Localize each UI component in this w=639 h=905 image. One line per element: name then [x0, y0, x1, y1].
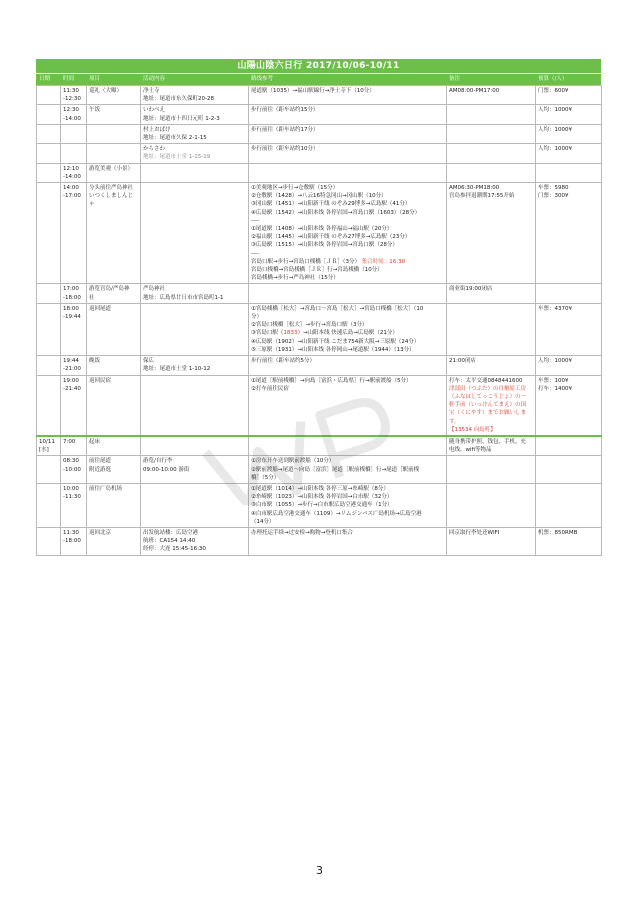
time-cell	[61, 284, 87, 303]
route-cell-line: ①宮島桟橋［松大］→宮島口～宮島［松大］→宮島口桟橋［松大］（10	[251, 305, 424, 312]
route-cell-line: 步行前往（距车站约5分）	[251, 358, 316, 365]
time-cell	[61, 356, 87, 375]
date-cell	[37, 375, 61, 436]
item-cell	[87, 163, 141, 182]
route-cell	[249, 124, 447, 143]
route-cell-line: ③広島駅（1515）→山阳本线 各停岩国→宮島口駅（28分）	[251, 242, 398, 249]
header-note: 备注	[449, 76, 461, 82]
time-cell	[61, 105, 87, 124]
item-cell-line: 返回北京	[89, 529, 112, 536]
time-cell-line: 19:44	[63, 358, 79, 365]
note-cell	[447, 144, 536, 163]
table-row	[37, 527, 602, 555]
note-cell-line: AM06:30-PM18:00	[449, 185, 500, 192]
item-cell-line: 附近游逛	[89, 466, 112, 473]
time-cell	[61, 483, 87, 527]
budget-cell	[536, 527, 602, 555]
content-cell-line: 经停：大连 15:45-16:30	[143, 546, 206, 553]
route-cell-line: 橋］（5分）	[251, 474, 280, 481]
route-cell-line: ②糸崎駅（1023）→山阳本线 各停岩国→白市駅（32分）	[251, 494, 393, 501]
route-cell	[249, 303, 447, 355]
budget-cell-line: 门票：300¥	[538, 193, 569, 200]
route-cell	[249, 527, 447, 555]
note-cell	[447, 124, 536, 143]
budget-cell	[536, 163, 602, 182]
route-cell-line: ②仓敷駅（1428）→八云16特急冈山→冈山駅（10分）	[251, 193, 387, 200]
note-cell-line: 軒手前（いっけんてまえ）の国	[449, 402, 527, 409]
budget-cell	[536, 144, 602, 163]
table-row	[37, 375, 602, 436]
time-cell-line: 11:30	[63, 529, 79, 536]
note-cell	[447, 105, 536, 124]
table-row	[37, 456, 602, 484]
route-cell	[249, 144, 447, 163]
note-cell	[447, 163, 536, 182]
time-cell	[61, 375, 87, 436]
content-cell	[141, 483, 249, 527]
note-cell	[447, 284, 536, 303]
note-cell	[447, 527, 536, 555]
header-date: 日期	[39, 76, 51, 82]
budget-cell-line: 人均：1000¥	[538, 107, 572, 114]
content-cell	[141, 284, 249, 303]
route-cell-line: 步行前往（距车站约10分）	[251, 146, 319, 153]
item-cell-line: いつくしましんじゃ	[89, 193, 134, 208]
route-cell	[249, 483, 447, 527]
table-row	[37, 124, 602, 143]
meeting-time-highlight: 集合时间：16:30	[361, 258, 406, 265]
content-cell	[141, 456, 249, 484]
budget-cell	[536, 86, 602, 105]
itinerary-table	[36, 85, 602, 556]
budget-cell	[536, 124, 602, 143]
item-cell	[87, 356, 141, 375]
time-cell	[61, 124, 87, 143]
item-cell	[87, 456, 141, 484]
route-cell	[249, 284, 447, 303]
header-item: 项目	[89, 76, 101, 82]
route-cell-line: ①美观地区→步行→仓敷駅（15分）	[251, 185, 339, 192]
item-cell-line: 分头前往严岛神社	[89, 185, 134, 192]
content-cell-line: 航班：CA154 14:40	[143, 538, 196, 545]
note-cell	[447, 183, 536, 284]
time-cell-line: -21:00	[63, 366, 81, 373]
route-cell-line: 宮島口桟橋→宮島桟橋［ＪＲ］行→宮島桟橋（10分）	[251, 267, 383, 274]
time-cell-line: 12:30	[63, 107, 79, 114]
content-cell-line: 地址：尾道市土堂 1-10-12	[143, 366, 211, 373]
date-cell	[37, 527, 61, 555]
route-cell-line: ①尾道［駅前桟橋］→向島［富浜・広島県］行→駅前渡船（5分）	[251, 377, 412, 384]
time-cell-line: 10:00	[63, 485, 79, 492]
budget-cell-line: 人均：1000¥	[538, 126, 572, 133]
date-cell	[37, 124, 61, 143]
table-row	[37, 303, 602, 355]
budget-cell	[536, 303, 602, 355]
note-cell-line: 【13534 向島町】	[449, 426, 496, 433]
itinerary-sheet	[36, 59, 601, 556]
content-cell-line: 净土寺	[143, 88, 160, 94]
time-cell-line: -17:00	[63, 193, 81, 200]
content-cell	[141, 86, 249, 105]
route-cell-line: ②打车前往民宿	[251, 385, 289, 392]
item-cell	[87, 436, 141, 456]
content-cell	[141, 183, 249, 284]
content-cell-line: 地址：尾道市十四日元町 1-2-3	[143, 115, 220, 122]
item-cell	[87, 105, 141, 124]
content-cell	[141, 144, 249, 163]
time-cell	[61, 527, 87, 555]
content-cell-line: 游览/自行李	[143, 458, 173, 465]
train-time-highlight: 1833	[283, 330, 298, 337]
time-cell-line: 12:10	[63, 165, 79, 172]
budget-cell	[536, 436, 602, 456]
date-cell	[37, 456, 61, 484]
route-cell-line: 步行前往（距车站约17分）	[251, 126, 319, 133]
note-cell-line: 津部田（つぶた）の自槇原工房	[449, 385, 527, 392]
route-cell-line: ③白市駅（1055）→步行→白市駅広島空港交通车（1分）	[251, 502, 393, 509]
note-cell	[447, 436, 536, 456]
time-cell	[61, 163, 87, 182]
time-cell-line: 19:00	[63, 377, 79, 384]
route-cell	[249, 436, 447, 456]
route-cell	[249, 375, 447, 436]
route-cell-line: ②宮島口桟橋［松大］→步行→宮島口駅（3分）	[251, 322, 368, 329]
route-cell-line: ④広島駅（1902）→山阳新干线 こだま754新大阪→三原駅（24分）	[251, 338, 420, 345]
date-cell	[37, 436, 61, 456]
time-cell	[61, 183, 87, 284]
itinerary-title: 山陽山陰六日行 2017/10/06-10/11	[36, 59, 601, 73]
note-cell	[447, 483, 536, 527]
date-cell-line: 10/11	[39, 438, 55, 445]
time-cell-line: 08:30	[63, 458, 79, 465]
route-cell	[249, 356, 447, 375]
route-cell-line: ②福山駅（1445）→山阳新干线 のぞみ27博多→広島駅（23分）	[251, 234, 411, 241]
date-cell	[37, 144, 61, 163]
time-cell-line: -14:00	[63, 115, 81, 122]
item-cell-line: 返回民宿	[89, 377, 112, 384]
route-cell-line: 尾道駅（1035）→福山駅線行→净土寺下（10分）	[251, 88, 375, 94]
note-cell-line: 打车：太平交通0848441600	[449, 377, 523, 384]
header-route: 路线参考	[251, 76, 274, 82]
date-cell	[37, 86, 61, 105]
table-row	[37, 86, 602, 105]
budget-cell	[536, 105, 602, 124]
note-cell	[447, 86, 536, 105]
table-row	[37, 163, 602, 182]
route-cell-line: 办理托运手续→过安检→购物→登机口集合	[251, 529, 353, 536]
route-cell-line: 宮島口駅→步行→宮島口桟橋［ＪＲ］（3分） 集合时间：16:30	[251, 258, 406, 265]
table-row	[37, 436, 602, 456]
content-cell-line: 地址：尾道市土堂 1-15-19	[143, 154, 211, 161]
item-cell	[87, 284, 141, 303]
item-cell	[87, 375, 141, 436]
note-cell	[447, 303, 536, 355]
budget-cell-line: 车票：4370¥	[538, 305, 572, 312]
time-cell	[61, 456, 87, 484]
item-cell-line: 晚饭	[89, 358, 101, 365]
note-cell-line: 宫岛参拝退潮期17:55开始	[449, 193, 515, 200]
time-cell	[61, 144, 87, 163]
route-cell-line: ----	[251, 250, 259, 257]
time-cell-line: -10:00	[63, 466, 81, 473]
time-cell-line: 17:00	[63, 286, 79, 293]
budget-cell	[536, 183, 602, 284]
table-row	[37, 105, 602, 124]
route-cell-line: ②駅前渡船→尾道～向島［富浜］尾道［駅前桟橋］行→尾道［駅前桟	[251, 466, 420, 473]
content-cell	[141, 124, 249, 143]
note-cell-line: 回京取行李处还WIFI	[449, 529, 500, 536]
time-cell-line: -14:00	[63, 173, 81, 180]
time-cell-line: 11:30	[63, 88, 79, 94]
content-cell	[141, 527, 249, 555]
table-row	[37, 183, 602, 284]
note-cell-line: 商业街19:00闭店	[449, 286, 493, 293]
date-cell	[37, 105, 61, 124]
time-cell	[61, 303, 87, 355]
route-cell-line: 分）	[251, 314, 263, 321]
date-cell	[37, 284, 61, 303]
content-cell-line: いわべえ	[143, 107, 166, 114]
content-cell	[141, 375, 249, 436]
time-cell-line: -11:30	[63, 494, 81, 501]
route-cell-line: ①房东开车送到駅前渡船（10分）	[251, 458, 335, 465]
content-cell-line: 09:00-10:00 游街	[143, 466, 190, 473]
route-cell-line: ③宮島口駅（1833）→山阳本线 快速広島→広島駅（21分）	[251, 330, 398, 337]
date-cell	[37, 303, 61, 355]
date-cell	[37, 163, 61, 182]
table-row	[37, 144, 602, 163]
table-row	[37, 483, 602, 527]
item-cell-line: 前往广岛机场	[89, 485, 123, 492]
header-budget: 预算（/人）	[538, 76, 568, 82]
content-cell-line: 严岛神社	[143, 286, 166, 293]
route-cell-line: ④白市駅広島空港交通车（1109）→リムジンバス广島机场→広島空港	[251, 510, 422, 517]
time-cell-line: -19:44	[63, 314, 81, 321]
note-cell	[447, 456, 536, 484]
route-cell	[249, 456, 447, 484]
budget-cell-line: 人均：1000¥	[538, 146, 572, 153]
route-cell-line: ①尾道駅（1014）→山阳本线 各停三原→糸崎駅（8分）	[251, 485, 389, 492]
budget-cell	[536, 356, 602, 375]
item-cell-line: 午饭	[89, 107, 101, 114]
note-cell-line: （ふなはしてっこうじょ）の一	[449, 393, 527, 400]
note-cell-line: 电线、wifi等物品	[449, 447, 492, 454]
content-cell-line: 地址：尾道市久保 2-1-15	[143, 135, 207, 142]
time-cell	[61, 86, 87, 105]
time-cell-line: 18:00	[63, 305, 79, 312]
route-cell-line: ----	[251, 217, 259, 224]
budget-cell-line: 人均：1000¥	[538, 358, 572, 365]
budget-cell	[536, 375, 602, 436]
content-cell-line: 出发航站楼：広島空港	[143, 529, 199, 536]
budget-cell-line: 打车：1400¥	[538, 385, 572, 392]
item-cell	[87, 86, 141, 105]
route-cell	[249, 86, 447, 105]
item-cell-line: 游览美观（小景）	[89, 165, 134, 172]
time-cell-line: -18:00	[63, 538, 81, 545]
time-cell-line: -18:00	[63, 294, 81, 301]
item-cell-line: 起床	[89, 438, 101, 445]
content-cell	[141, 163, 249, 182]
content-cell-line: からさわ	[143, 146, 166, 153]
content-cell	[141, 303, 249, 355]
content-cell	[141, 436, 249, 456]
budget-cell-line: 车票：100¥	[538, 377, 569, 384]
item-cell	[87, 183, 141, 284]
date-cell	[37, 356, 61, 375]
table-row	[37, 356, 602, 375]
time-cell-line: 7:00	[63, 438, 76, 445]
content-cell	[141, 105, 249, 124]
budget-cell-line: 门票：600¥	[538, 88, 569, 94]
budget-cell-line: 机票：850RMB	[538, 529, 578, 536]
date-cell	[37, 483, 61, 527]
route-cell	[249, 105, 447, 124]
budget-cell	[536, 456, 602, 484]
budget-cell-line: 车票：5980	[538, 185, 569, 192]
date-cell-line: [水]	[39, 447, 49, 454]
item-cell-line: 游览宫岛/严岛神	[89, 286, 130, 293]
item-cell	[87, 124, 141, 143]
route-cell	[249, 183, 447, 284]
note-cell-line: 宝（くにやす）までお願いします。	[449, 410, 527, 425]
item-cell	[87, 527, 141, 555]
route-cell-line: 步行前往（距车站约15分）	[251, 107, 319, 114]
route-cell-line: （14分）	[251, 518, 275, 525]
item-cell-line: 巡礼（大曝）	[89, 88, 123, 94]
page-number: 3	[316, 864, 323, 877]
content-cell-line: 村上おばけ	[143, 126, 171, 133]
content-cell-line: 保広	[143, 358, 155, 365]
column-header-row	[36, 73, 601, 85]
header-time: 时间	[63, 76, 75, 82]
route-cell-line: ⑤三原駅（1931）→山阳本线 各停岡山→尾道駅（1944）（13分）	[251, 346, 415, 353]
item-cell-line: 返回尾道	[89, 305, 112, 312]
date-cell	[37, 183, 61, 284]
budget-cell	[536, 284, 602, 303]
time-cell	[61, 436, 87, 456]
route-cell-line: ④広島駅（1542）→山阳本线 各停岩国→宮島口駅（1603）（28分）	[251, 209, 421, 216]
content-cell-line: 地址：尾道市东久保町20-28	[143, 96, 214, 103]
header-content: 活动内容	[143, 76, 166, 82]
item-cell	[87, 144, 141, 163]
time-cell-line: -21:40	[63, 385, 81, 392]
note-cell-line: 21:00闭店	[449, 358, 476, 365]
item-cell	[87, 303, 141, 355]
content-cell	[141, 356, 249, 375]
note-cell	[447, 356, 536, 375]
budget-cell	[536, 483, 602, 527]
item-cell-line: 社	[89, 294, 95, 301]
item-cell	[87, 483, 141, 527]
note-cell	[447, 375, 536, 436]
time-cell-line: -12:30	[63, 96, 81, 103]
route-cell-line: ①尾道駅（1408）→山阳本线 各停福山→福山駅（20分）	[251, 226, 393, 233]
table-row	[37, 284, 602, 303]
route-cell	[249, 163, 447, 182]
time-cell-line: 14:00	[63, 185, 79, 192]
route-cell-line: ③冈山駅（1451）→山阳新干线 のぞみ29博多→広島駅（41分）	[251, 201, 411, 208]
item-cell-line: 前往尾道	[89, 458, 112, 465]
note-cell-line: AM08:00-PM17:00	[449, 88, 500, 94]
route-cell-line: 宮島桟橋→步行→严岛神社（15分）	[251, 275, 339, 282]
note-cell-line: 随身携带护照、钱包、手机、充	[449, 438, 527, 445]
content-cell-line: 地址：広島県廿日市市宮島町1-1	[143, 294, 224, 301]
